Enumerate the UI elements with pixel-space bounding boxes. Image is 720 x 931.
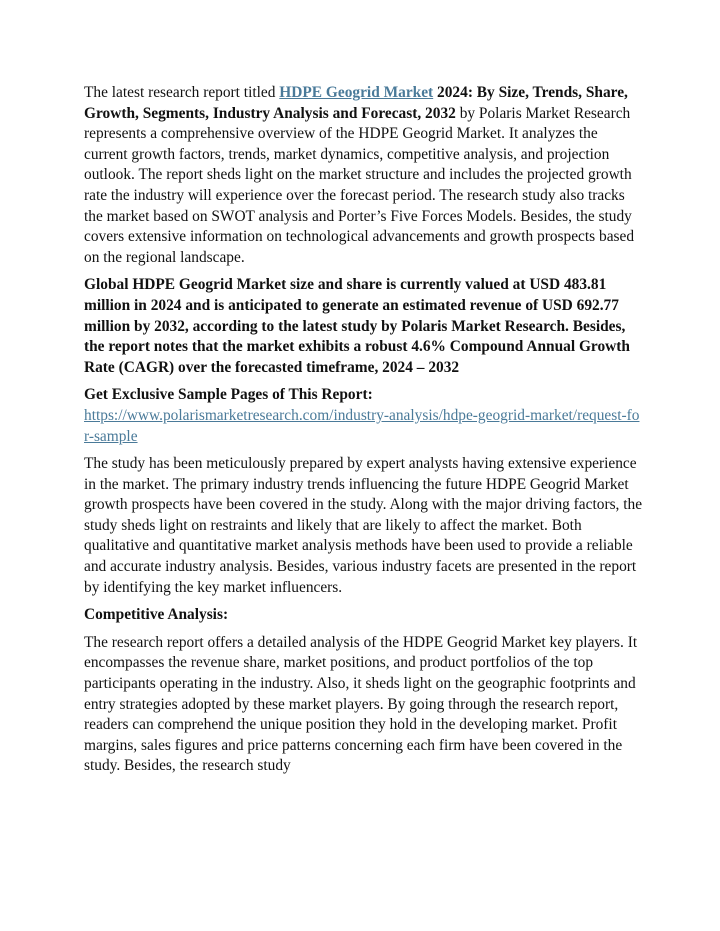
report-title: 2024: By Size, Trends, Share, Growth, Segments, Industry Analysis and Forecast, 2032: [84, 84, 628, 122]
competitive-analysis-paragraph: The research report offers a detailed analysis of the HDPE Geogrid Market key players. It encompasses the revenue share, market positions, and product portfolios of the top participants operating in the industry. Also, it sheds light on the geographic footprints and entry strategies adopted by these market players. By going through the research report, readers can comprehend the unique position they hold in the developing market. Profit margins, sales figures and price patterns concerning each firm have been covered in the study. Besides, the research study: [84, 633, 638, 775]
intro-body: by Polaris Market Research represents a comprehensive overview of the HDPE Geogrid Market. It analyzes the current growth factors, trends, market dynamics, competitive analysis, and projection outlook. The report sheds light on the market structure and includes the projected growth rate the industry will experience over the forecast period. The research study also tracks the market based on SWOT analysis and Porter’s Five Forces Models. Besides, the study covers extensive information on technological advancements and growth prospects based on the regional landscape.: [84, 104, 635, 266]
competitive-analysis-heading: Competitive Analysis:: [84, 606, 229, 624]
document-page: [84, 83, 644, 784]
sample-paragraph: [84, 385, 644, 447]
sample-heading: Get Exclusive Sample Pages of This Report:: [84, 386, 373, 404]
study-paragraph: The study has been meticulously prepared by expert analysts having extensive experience in the market. The primary industry trends influencing the future HDPE Geogrid Market growth prospects have been covered in the study. Along with the major driving factors, the study sheds light on restraints and likely that are likely to affect the market. Both qualitative and quantitative market analysis methods have been used to provide a reliable and accurate industry analysis. Besides, various industry facets are presented in the report by identifying the key market influencers.: [84, 455, 643, 596]
market-size-paragraph: Global HDPE Geogrid Market size and share is currently valued at USD 483.81 million in 2024 and is anticipated to generate an estimated revenue of USD 692.77 million by 2032, according to the latest study by Polaris Market Research. Besides, the report notes that the market exhibits a robust 4.6% Compound Annual Growth Rate (CAGR) over the forecasted timeframe, 2024 – 2032: [84, 276, 630, 376]
intro-prefix: The latest research report titled: [84, 84, 280, 101]
sample-request-link[interactable]: https://www.polarismarketresearch.com/industry-analysis/hdpe-geogrid-market/request-for-sample: [84, 406, 640, 445]
intro-paragraph: [84, 83, 644, 268]
hdpe-geogrid-market-link[interactable]: HDPE Geogrid Market: [279, 84, 434, 101]
